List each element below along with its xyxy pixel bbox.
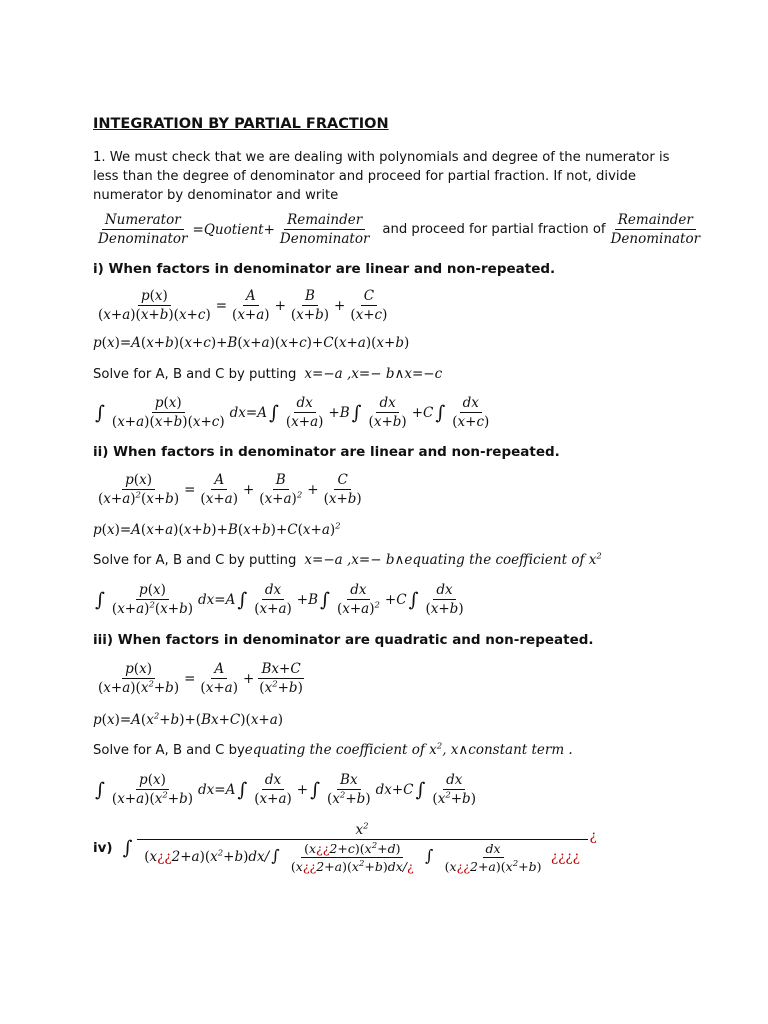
case-2-decomposition: $\frac{p(x)}{(x+a)^2(x+b)}$ = $\frac{A}{(x+a)}$ + $\frac{B}{(x+a)^2}$ + $\frac{C}{(x+b)}$	[98, 472, 362, 507]
case-1-integral: ∫ $\frac{p(x)}{(x+a)(x+b)(x+c)}$ dx=A ∫ $\frac{dx}{(x+a)}$ +B ∫ $\frac{dx}{(x+b)}$ +C ∫ $\frac{dx}{(x+c)}$	[95, 395, 490, 430]
case-1-heading: i) When factors in denominator are linear and non-repeated.	[93, 261, 556, 277]
case-4-expression: iv) ∫ $x^2$ $(x¿¿2+a)(x^2+b)dx/$ ∫ $\frac{(x¿¿2+c)(x^2+d)}{(x¿¿2+a)(x^2+b)dx/¿}$ ∫ $\frac{dx}{(x¿¿2+a)(x^2+b)}$ ¿¿¿¿ ¿	[93, 821, 597, 874]
case-2-identity: $p(x)=A(x+a)(x+b)+B(x+b)+C(x+a)^2$	[93, 521, 341, 538]
equation-text: and proceed for partial fraction of	[382, 222, 606, 237]
case-3-solve-line: Solve for A, B and C by equating the coefficient of $x^2$, x∧constant term .	[93, 741, 573, 758]
case-2-heading: ii) When factors in denominator are linear and non-repeated.	[93, 444, 560, 460]
case-2-integral: ∫ $\frac{p(x)}{(x+a)^2(x+b)}$ dx=A ∫ $\frac{dx}{(x+a)}$ +B ∫ $\frac{dx}{(x+a)^2}$ +C ∫ $\frac{dx}{(x+b)}$	[95, 582, 464, 617]
case-2-solve-line: Solve for A, B and C by putting x=−a ,x=− b∧equating the coefficient of $x^2$	[93, 551, 602, 568]
intro-paragraph: 1. We must check that we are dealing with polynomials and degree of the numerator is less than the degree of denominator and proceed for partial fraction. If not, divide numerator by denominator and write	[93, 150, 670, 203]
fraction: $\frac{\text{Remainder}}{\text{Denominator}}$	[279, 212, 370, 247]
case-3-identity: $p(x)=A(x^2+b)+(Bx+C)(x+a)$	[93, 711, 284, 728]
case-1-decomposition: $\frac{p(x)}{(x+a)(x+b)(x+c)}$ = $\frac{A}{(x+a)}$ + $\frac{B}{(x+b)}$ + $\frac{C}{(x+c)}$	[98, 288, 388, 323]
case-3-heading: iii) When factors in denominator are quadratic and non-repeated.	[93, 632, 594, 648]
fraction: $\frac{\text{Remainder}}{\text{Denominator}}$	[610, 212, 701, 247]
page-title: INTEGRATION BY PARTIAL FRACTION	[93, 116, 389, 132]
case-3-integral: ∫ $\frac{p(x)}{(x+a)(x^2+b)}$ dx=A ∫ $\frac{dx}{(x+a)}$ + ∫ $\frac{Bx}{(x^2+b)}$ dx+C ∫ $\frac{dx}{(x^2+b)}$	[95, 772, 476, 807]
case-1-identity: p(x)=A(x+b)(x+c)+B(x+a)(x+c)+C(x+a)(x+b)	[93, 335, 410, 351]
case-1-solve-line: Solve for A, B and C by putting x=−a ,x=− b∧x=−c	[93, 366, 443, 382]
case-4-label: iv)	[93, 840, 113, 856]
division-equation: $\frac{\text{Numerator}}{\text{Denominator}}$ =Quotient+ $\frac{\text{Remainder}}{\text{Denominator}}$ and proceed for partial fraction of $\frac{\text{Remainder}}{\text{Denominator}}$	[93, 212, 705, 247]
fraction: $\frac{\text{Numerator}}{\text{Denominator}}$	[98, 212, 188, 247]
case-3-decomposition: $\frac{p(x)}{(x+a)(x^2+b)}$ = $\frac{A}{(x+a)}$ + $\frac{Bx+C}{(x^2+b)}$	[98, 661, 303, 696]
